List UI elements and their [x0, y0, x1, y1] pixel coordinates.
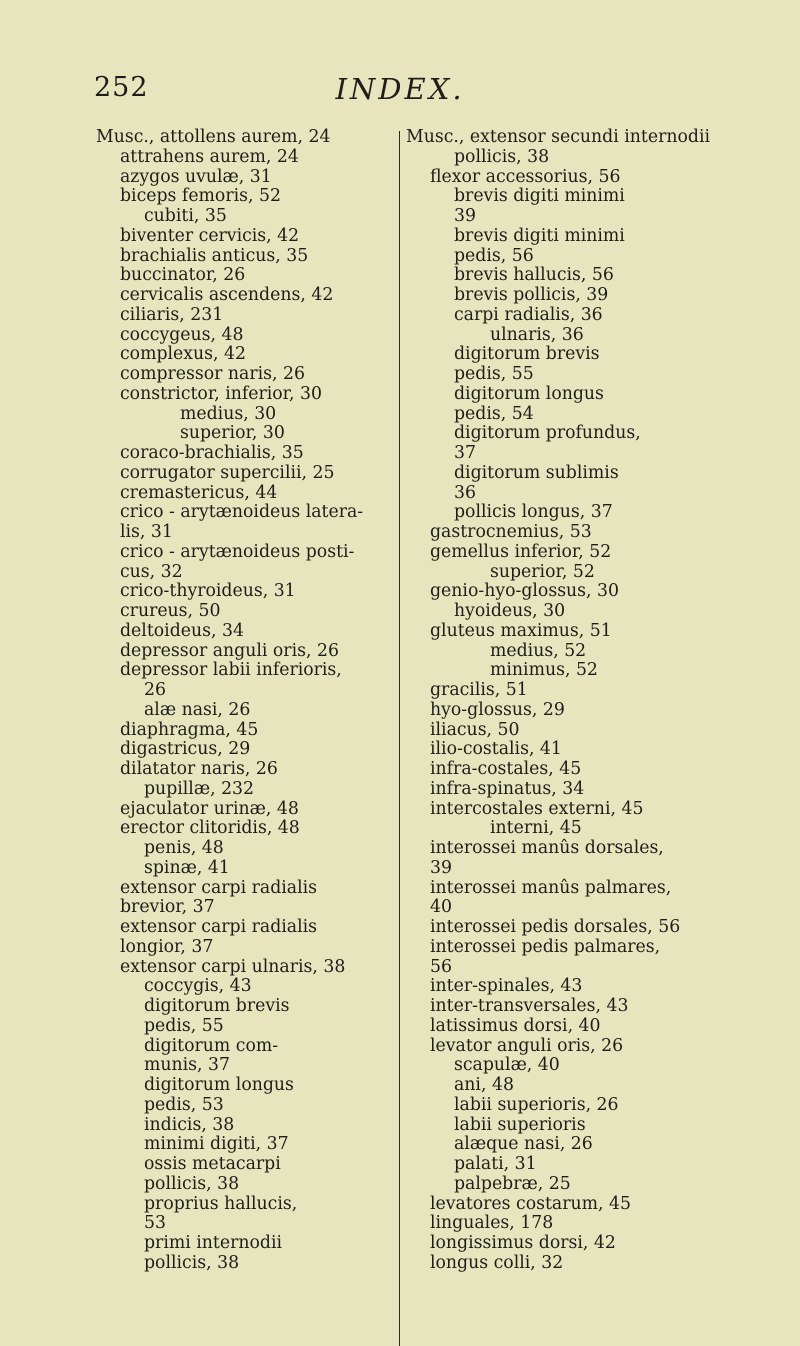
index-entry-heading: Musc., attollens aurem, 24 — [96, 127, 331, 147]
index-entry: crico - arytænoideus posti- — [120, 541, 355, 562]
index-entry: digastricus, 29 — [120, 739, 251, 760]
index-entry: gluteus maximus, 51 — [430, 620, 612, 641]
index-entry: pedis, 56 — [454, 245, 534, 266]
index-entry: pedis, 55 — [454, 364, 534, 384]
index-entry: brevis digiti minimi — [454, 186, 625, 207]
index-entry: alæ nasi, 26 — [144, 699, 251, 720]
index-entry: 39 — [430, 857, 452, 878]
index-entry: levator anguli oris, 26 — [430, 1035, 624, 1056]
index-column-right — [406, 127, 711, 1274]
index-entry: buccinator, 26 — [120, 265, 246, 286]
index-entry: inter-transversales, 43 — [430, 996, 629, 1016]
index-column-left — [96, 128, 368, 1274]
index-entry: 39 — [454, 206, 476, 226]
index-entry: attrahens aurem, 24 — [120, 146, 299, 167]
running-title: INDEX. — [335, 72, 465, 106]
index-entry: 37 — [454, 443, 476, 463]
page-header — [0, 72, 800, 112]
index-entry: biventer cervicis, 42 — [120, 225, 300, 246]
index-entry: pollicis, 38 — [454, 146, 550, 167]
index-entry: levatores costarum, 45 — [430, 1193, 631, 1214]
index-entry: gastrocnemius, 53 — [430, 522, 592, 542]
index-entry: ciliaris, 231 — [120, 304, 224, 325]
index-entry: depressor labii inferioris, — [120, 660, 342, 681]
index-entry: intercostales externi, 45 — [430, 798, 644, 819]
index-entry: pedis, 53 — [144, 1094, 224, 1115]
index-entry-heading: Musc., extensor secundi internodii — [406, 127, 711, 147]
index-entry: genio-hyo-glossus, 30 — [430, 581, 620, 602]
index-entry: pollicis longus, 37 — [454, 502, 613, 523]
index-entry: digitorum sublimis — [454, 462, 619, 483]
index-entry: infra-spinatus, 34 — [430, 778, 585, 799]
index-entry: azygos uvulæ, 31 — [120, 166, 272, 187]
index-entry: digitorum brevis — [454, 344, 600, 365]
index-entry: 36 — [454, 482, 476, 503]
index-entry: infra-costales, 45 — [430, 759, 582, 779]
index-entry: erector clitoridis, 48 — [120, 818, 300, 839]
index-entry: longior, 37 — [120, 936, 214, 957]
index-entry: carpi radialis, 36 — [454, 304, 603, 325]
index-entry: interossei pedis palmares, — [430, 936, 661, 957]
index-entry: minimus, 52 — [490, 660, 598, 681]
page-number: 252 — [94, 72, 149, 103]
index-entry: ulnaris, 36 — [490, 324, 584, 345]
index-entry: ilio-costalis, 41 — [430, 739, 562, 760]
index-entry: interossei manûs dorsales, — [430, 838, 664, 858]
index-entry: cus, 32 — [120, 561, 183, 582]
index-entry: digitorum profundus, — [454, 423, 641, 444]
index-entry: inter-spinales, 43 — [430, 976, 583, 997]
index-entry: brevis digiti minimi — [454, 225, 625, 246]
index-entry: cervicalis ascendens, 42 — [120, 285, 334, 305]
index-entry: primi internodii — [144, 1233, 282, 1253]
index-entry: medius, 52 — [490, 640, 587, 661]
index-entry: crico - arytænoideus latera- — [120, 502, 364, 523]
index-entry: pollicis, 38 — [144, 1173, 240, 1194]
index-entry: linguales, 178 — [430, 1213, 554, 1234]
index-entry: biceps femoris, 52 — [120, 186, 281, 207]
column-divider — [399, 131, 400, 1346]
index-entry: brevis hallucis, 56 — [454, 265, 614, 286]
index-entry: gracilis, 51 — [430, 680, 528, 700]
index-entry: medius, 30 — [180, 403, 277, 424]
index-entry: labii superioris — [454, 1114, 586, 1135]
index-entry: superior, 52 — [490, 561, 595, 582]
index-entry: hyo-glossus, 29 — [430, 699, 565, 720]
index-entry: palpebræ, 25 — [454, 1173, 571, 1194]
index-entry: complexus, 42 — [120, 344, 247, 365]
index-entry: digitorum longus — [144, 1075, 294, 1095]
index-entry: dilatator naris, 26 — [120, 759, 278, 779]
index-entry: digitorum brevis — [144, 996, 290, 1016]
index-entry: cubiti, 35 — [144, 206, 227, 226]
index-entry: gemellus inferior, 52 — [430, 541, 612, 562]
index-entry: cremastericus, 44 — [120, 482, 278, 503]
index-entry: longissimus dorsi, 42 — [430, 1233, 616, 1253]
index-entry: flexor accessorius, 56 — [430, 166, 621, 187]
index-entry: 53 — [144, 1213, 166, 1234]
index-entry: palati, 31 — [454, 1154, 537, 1174]
index-entry: interossei pedis dorsales, 56 — [430, 917, 681, 937]
index-entry: crureus, 50 — [120, 601, 221, 621]
index-entry: brevis pollicis, 39 — [454, 285, 609, 305]
index-entry: pedis, 55 — [144, 1015, 224, 1036]
index-entry: 26 — [144, 680, 166, 700]
index-entry: munis, 37 — [144, 1055, 231, 1076]
index-entry: coraco-brachialis, 35 — [120, 443, 304, 463]
index-entry: ossis metacarpi — [144, 1154, 281, 1174]
index-entry: brevior, 37 — [120, 897, 215, 918]
index-entry: 40 — [430, 897, 452, 918]
index-entry: coccygeus, 48 — [120, 324, 244, 345]
index-entry: labii superioris, 26 — [454, 1094, 619, 1115]
index-entry: corrugator supercilii, 25 — [120, 462, 335, 483]
index-entry: extensor carpi ulnaris, 38 — [120, 956, 346, 977]
index-entry: depressor anguli oris, 26 — [120, 640, 339, 661]
index-entry: indicis, 38 — [144, 1114, 235, 1135]
index-entry: diaphragma, 45 — [120, 719, 259, 740]
index-entry: ejaculator urinæ, 48 — [120, 798, 299, 819]
index-entry: scapulæ, 40 — [454, 1055, 560, 1076]
index-entry: coccygis, 43 — [144, 976, 252, 997]
index-entry: extensor carpi radialis — [120, 877, 318, 898]
index-entry: spinæ, 41 — [144, 857, 230, 878]
index-entry: digitorum com- — [144, 1035, 279, 1056]
index-entry: iliacus, 50 — [430, 719, 520, 740]
index-entry: pedis, 54 — [454, 403, 534, 424]
index-entry: penis, 48 — [144, 838, 224, 858]
index-entry: latissimus dorsi, 40 — [430, 1015, 601, 1036]
index-entry: pupillæ, 232 — [144, 778, 255, 799]
index-entry: minimi digiti, 37 — [144, 1134, 289, 1155]
index-entry: crico-thyroideus, 31 — [120, 581, 296, 602]
index-entry: lis, 31 — [120, 522, 173, 542]
index-entry: 56 — [430, 956, 452, 977]
index-entry: proprius hallucis, — [144, 1193, 298, 1214]
index-entry: hyoideus, 30 — [454, 601, 566, 621]
index-entry: alæque nasi, 26 — [454, 1134, 593, 1155]
index-entry: constrictor, inferior, 30 — [120, 383, 322, 404]
index-entry: extensor carpi radialis — [120, 917, 318, 937]
index-entry: digitorum longus — [454, 383, 604, 404]
index-entry: brachialis anticus, 35 — [120, 245, 309, 266]
index-entry: compressor naris, 26 — [120, 364, 305, 384]
index-entry: ani, 48 — [454, 1075, 514, 1095]
index-entry: interossei manûs palmares, — [430, 877, 672, 898]
index-entry: deltoideus, 34 — [120, 620, 244, 641]
index-entry: pollicis, 38 — [144, 1252, 240, 1273]
index-entry: superior, 30 — [180, 423, 285, 444]
index-entry: longus colli, 32 — [430, 1252, 564, 1273]
index-entry: interni, 45 — [490, 818, 582, 839]
